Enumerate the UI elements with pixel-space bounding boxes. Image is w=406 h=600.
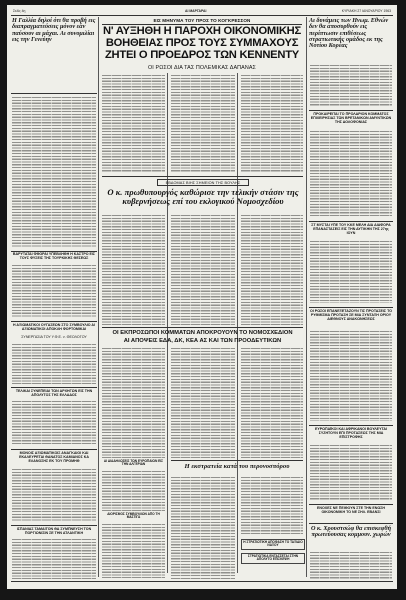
- article-text: [171, 348, 235, 458]
- article-text: [102, 75, 165, 173]
- date-line: ΚΥΡΙΑΚΗ 27 ΙΑΝΟΥΑΡΙΟΥ 1963: [341, 9, 391, 13]
- column-rule: [237, 73, 238, 573]
- footer-rule: [11, 581, 393, 582]
- divider: [309, 425, 393, 426]
- article-text: [102, 524, 165, 578]
- wide-headline-line-1: ΟΙ ΕΚΠΡΟΣΩΠΟΙ ΚΟΜΜΑΤΩΝ ΑΠΟΚΡΟΥΟΥΝ ΤΟ ΝΟΜΟΣΧΕΔΙΟΝ: [112, 330, 293, 336]
- divider: [309, 504, 393, 505]
- wide-headline-line-2: ΑΙ ΑΠΟΨΕΙΣ ΕΔΑ, ΔΚ, ΚΕΑ ΑΣ ΚΑΙ ΤΩΝ ΠΡΟΟΔΕΥΤΙΚΩΝ: [123, 338, 282, 344]
- article-text: [12, 265, 96, 317]
- quote-headline: Ο κ. πρωθυπουργός καθώρισε την τελικήν στάσιν της κυβερνήσεως επί του εκλογικού Νομοσχεδίου: [107, 187, 299, 206]
- article-text: [310, 552, 392, 579]
- left-headline-4: ΜΟΝΟΙΣ ΑΞΙΩΜΑΤΙΚΟΙΣ ΑΝΑΓΚΑΙΟΙ ΚΑΙ ΕΚΑΛΕΥΡΕΤΑΙ ΘΑΝΑΤΟΣ ΚΑΜΙΑΝΟΣ ΚΑ ΕΛΑΝΟΣΗΣ ΕΚ ΤΟΥ ΠΡΟΜΗΘ: [19, 451, 89, 463]
- left-headline-5: ΙΣΠΑΝΙΑΣ ΤΑΜΑΙΤΟΝ ΘΑ ΣΥΜΠΝΕΥΣΗ ΤΟΝ ΠΟΡΓΙΩΝΙΣΙΝ ΣΕ ΤΗΝ ΑΤΛΑΝΤΙΚΗ: [16, 527, 92, 535]
- right-headline-3: ΟΙ ΡΩΣΟΙ ΕΠΑΝΕΞΕΤΑΖΟΥΝ ΤΙΣ ΠΡΟΤΑΣΕΙΣ ΤΟ ΡΥΘΜΙΣΜΑ ΠΡΟΤΑΣΗ ΣΕ ΜΙΑ ΣΥΝΤΑΞΗ ΟΡΙΟΥ ΔΙΕΘΝΟΥΣ ΑΝΑΚΩΝΗΣΕΩΣ: [310, 309, 393, 321]
- divider: [102, 327, 303, 328]
- article-text: [12, 344, 96, 384]
- column-rule: [167, 73, 168, 573]
- article-text: [310, 241, 392, 303]
- article-text: [310, 65, 392, 107]
- article-text: [241, 75, 303, 173]
- article-text: [171, 75, 235, 173]
- left-headline-2b: ΣΥΝΕΡΓΑΣΙΑ ΤΟΥ Υ.Φ.Ε. ν. ΘΕΟΛΟΓΟΥ: [21, 335, 87, 339]
- article-text: [171, 477, 235, 579]
- center-subhead-2: ΔΙΟΡΙΣΜΟΣ ΣΥΜΒΟΥΛΙΩΝ ΑΠΟ ΤΗ ΜΑΣΤΙΓΑ: [107, 512, 160, 520]
- article-text: [310, 445, 392, 501]
- article-text: [310, 131, 392, 217]
- article-text: [310, 331, 392, 421]
- article-text: [102, 348, 165, 458]
- article-text: [171, 215, 235, 325]
- page-label: Σελίς 4η: [13, 9, 26, 13]
- article-text: [102, 471, 165, 511]
- divider: [309, 110, 393, 111]
- main-subhead: ΟΙ ΡΩΣΟΙ ΔΙΑ ΤΑΣ ΠΟΛΕΜΙΚΑΣ ΔΑΠΑΝΑΣ: [148, 65, 256, 71]
- right-bottom-headline: Ο κ. Χρουστσώφ θα επισκεφθή πρωτεύουσας κομμουν. χωρών: [311, 525, 391, 539]
- article-text: [241, 477, 303, 535]
- main-kicker: ΕΙΣ ΜΗΝΥΜΑ ΤΟΥ ΠΡΟΣ ΤΟ ΚΟΓΚΡΕΣΣΟΝ: [153, 18, 251, 23]
- center-subhead-1: ΑΙ ΔΙΑΔΗΛΩΣΕΙΣ ΤΩΝ ΕΥΡΩΠΑΙΩΝ ΕΙΣ ΤΗΝ ΑΛΓΕΡΙΑΝ: [103, 459, 164, 467]
- right-headline-2: ΣΤ ΜΥΣΤΑΙ ΥΠΕ ΤΟΥ ΚΚΕ ΜΕΛΗ ΔΙΑ ΔΙΑΦΟΡΑ ΕΠΑΝΑΣΤΑΣΕΙΣ ΕΙΣ ΤΗΝ ΔΥΤΙΚΗΝ ΤΗΣ 27ης ΙΟΥΝ: [311, 223, 391, 235]
- lower-center-headline: Η εκστρατεία κατά του περονοσπόρου: [184, 463, 290, 470]
- center-box-2: ΣΤΡΑΤΙΩΤΙΚΑ ΕΝΤΑΣΣΕΤΑΙ ΣΤΗΝ ΑΠΟΛΥΤΟ ΕΠΙΣΚΕΨΗ: [241, 553, 305, 564]
- column-rule: [306, 17, 307, 577]
- divider: [309, 523, 393, 524]
- left-headline-2: Η ΑΞΙΩΜΑΤΙΚΟΙ ΟΥΓΑΣΕΩΝ ΣΤΟ ΣΥΜΒΟΥΛΙΟ ΑΙ ΑΞΙΩΜΑΤΙΚΟΙ ΑΠΟΚΛΗ ΦΟΡΤΟΜΙΚΑΙ: [12, 323, 96, 331]
- column-rule: [98, 17, 99, 577]
- right-headline-1: ΠΡΟΚΑΙΡΕΙΤΑΙ ΤΟ ΠΡΟΛΑΡΙΟΝ ΚΟΜΜΑΤΟΣ ΕΠΙΧΕΙΡΗΣΙΑΣ ΤΩΝ ΒΡΕΤΑΝΙΚΩΝ ΑΜΥΝΤΙΚΩΝ ΤΗΣ ΔΟΛΟΦΟΝΙΑΣ: [310, 112, 392, 124]
- top-right-headline: Αι δυνάμεις των Ηνωμ. Εθνών δεν θα αποσυρθούν εις περίπτωσιν επιθέσεως στρατιωτικής ομάδος εκ της Νοτίου Κορέας: [309, 17, 389, 50]
- article-text: [241, 348, 303, 458]
- divider: [309, 307, 393, 308]
- right-headline-5: ΕΝΟΧΕΣ ΝΕ ΠΕΙΘΟΥΝ ΣΤΕ ΤΗΝ ΕΝΩΣΗ ΟΙΚΟΝΟΜΙΚΗ ΤΟ ΝΕ ΣΗΛ. ΕΒΑΝΣΙ: [317, 506, 385, 514]
- article-text: [102, 215, 165, 325]
- divider: [11, 321, 97, 322]
- newspaper-page: [7, 5, 397, 589]
- left-headline-3: ΤΕΛΙΚΑΙ ΣΥΝΕΠΕΙΑΙ ΤΩΝ ΑΡΧΗΓΩΝ ΕΙΣ ΤΗΝ ΑΠΟΛΥΤΟΣ ΤΗΣ ΕΛΛΑΔΟΣ: [15, 389, 93, 397]
- divider: [102, 176, 303, 177]
- divider: [11, 449, 97, 450]
- top-left-headline: Η Γαλλία δηλοί ότι θα προβή εις διαπραγματεύσεις μόνον εάν παύσουν αι μάχαι. Αι συνομιλίαι εις την Γενεύην: [12, 17, 96, 43]
- boxed-label: ΕΒΔΟΜΑΣ ΒΙΗΣ ΣΗΜΕΙΟΝ ΤΗΣ ΒΟΥΛΗΣ: [157, 179, 249, 186]
- main-headline-line-2: ΒΟΗΘΕΙΑΣ ΠΡΟΣ ΤΟΥΣ ΣΥΜΜΑΧΟΥΣ: [105, 37, 299, 49]
- main-headline-line-3: ΖΗΤΕΙ Ο ΠΡΟΕΔΡΟΣ ΤΩΝ ΚΕΝΝΕΝΤΥ: [104, 49, 300, 61]
- center-box-1: Η ΣΤΡΑΤΙΩΤΙΚΗ ΑΠΟΦΑΣΗ ΤΟ ΤΑΞΙΔΙΟ ΝΑΞΟΥ: [241, 539, 305, 550]
- left-headline-1: ΒΑΡΥΤΑΤΑΙ ΦΘΟΡΑΙ ΥΠΕΒΛΗΘΗ Η ΚΑΣΤΡΟ ΕΙΣ ΤΟΥΣ ΦΥΣΕΙΣ ΤΗΣ ΤΟΥΡΚΙΚΗΣ ΘΕΣΕΩΣ: [12, 252, 96, 260]
- paper-name: ΑΙ ΜΑΡΓΑΡΑΙ: [185, 9, 207, 13]
- right-headline-4: ΕΥΡΩΠΑΪΚΟΙ ΚΑΙ ΑΦΡΙΚΑΝΟΙ ΒΟΥΛΕΥΤΑΙ ΣΥΖΗΤΟΥΝ ΕΠΙ ΠΡΟΤΑΣΕΩΣ ΤΗΣ ΜΙΑ ΕΠΙΣΤΡΟΦΗΣ: [314, 427, 388, 439]
- divider: [309, 221, 393, 222]
- divider: [11, 387, 97, 388]
- article-text: [241, 215, 303, 325]
- divider: [11, 93, 97, 94]
- divider: [11, 525, 97, 526]
- article-text: [12, 469, 96, 521]
- article-text: [12, 539, 96, 579]
- divider: [171, 460, 303, 461]
- article-text: [12, 97, 96, 247]
- article-text: [12, 401, 96, 446]
- main-headline-line-1: Ν' ΑΥΞΗΘΗ Η ΠΑΡΟΧΗ ΟΙΚΟΝΟΜΙΚΗΣ: [103, 25, 301, 37]
- masthead-rule: [11, 15, 393, 16]
